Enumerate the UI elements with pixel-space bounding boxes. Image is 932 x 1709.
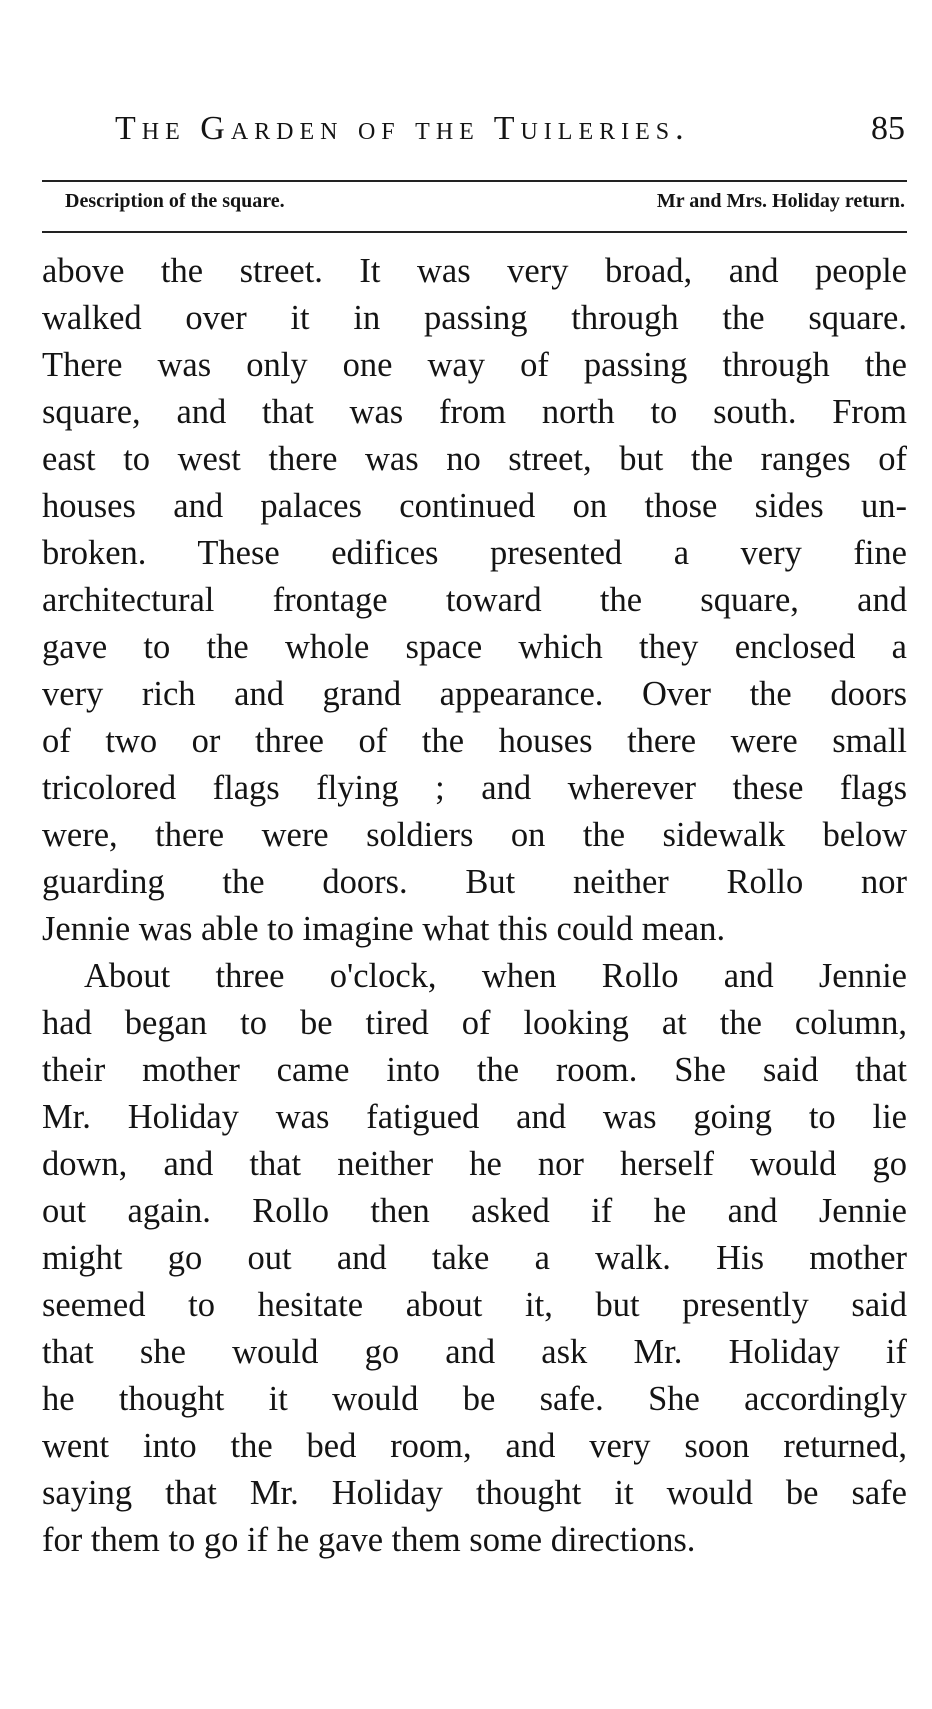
text-line: that she would go and ask Mr. Holiday if bbox=[42, 1333, 907, 1371]
text-line: their mother came into the room. She said that bbox=[42, 1051, 907, 1089]
running-title: The Garden of the Tuileries. bbox=[115, 110, 690, 147]
text-line: guarding the doors. But neither Rollo nor bbox=[42, 863, 907, 901]
subhead-right: Mr and Mrs. Holiday return. bbox=[656, 190, 905, 212]
header-rule-top bbox=[42, 180, 907, 182]
text-line: houses and palaces continued on those sides un- bbox=[42, 487, 907, 525]
marginal-subheads bbox=[65, 190, 905, 220]
text-line: Jennie was able to imagine what this could mean. bbox=[42, 910, 726, 948]
text-line: There was only one way of passing through the bbox=[42, 346, 907, 384]
text-line: might go out and take a walk. His mother bbox=[42, 1239, 907, 1277]
text-line: east to west there was no street, but the ranges of bbox=[42, 440, 907, 478]
text-line: broken. These edifices presented a very fine bbox=[42, 534, 907, 572]
page-number: 85 bbox=[871, 110, 905, 147]
text-line: above the street. It was very broad, and people bbox=[42, 252, 907, 290]
text-line: gave to the whole space which they enclosed a bbox=[42, 628, 907, 666]
subhead-left: Description of the square. bbox=[65, 190, 285, 212]
text-line: architectural frontage toward the square, and bbox=[42, 581, 907, 619]
text-line: for them to go if he gave them some directions. bbox=[42, 1521, 696, 1559]
text-line: out again. Rollo then asked if he and Jennie bbox=[42, 1192, 907, 1230]
text-line: square, and that was from north to south. From bbox=[42, 393, 907, 431]
text-line: saying that Mr. Holiday thought it would be safe bbox=[42, 1474, 907, 1512]
text-line: walked over it in passing through the square. bbox=[42, 299, 907, 337]
text-line: he thought it would be safe. She accordingly bbox=[42, 1380, 907, 1418]
text-line: seemed to hesitate about it, but presently said bbox=[42, 1286, 907, 1324]
text-line: About three o'clock, when Rollo and Jennie bbox=[84, 957, 907, 995]
text-line: had began to be tired of looking at the column, bbox=[42, 1004, 907, 1042]
running-head bbox=[115, 110, 905, 166]
text-line: were, there were soldiers on the sidewalk below bbox=[42, 816, 907, 854]
text-line: Mr. Holiday was fatigued and was going to lie bbox=[42, 1098, 907, 1136]
text-line: very rich and grand appearance. Over the doors bbox=[42, 675, 907, 713]
header-rule-bottom bbox=[42, 231, 907, 233]
text-line: went into the bed room, and very soon returned, bbox=[42, 1427, 907, 1465]
text-line: of two or three of the houses there were small bbox=[42, 722, 907, 760]
body-text bbox=[42, 248, 907, 1564]
text-line: down, and that neither he nor herself would go bbox=[42, 1145, 907, 1183]
text-line: tricolored flags flying ; and wherever these flags bbox=[42, 769, 907, 807]
